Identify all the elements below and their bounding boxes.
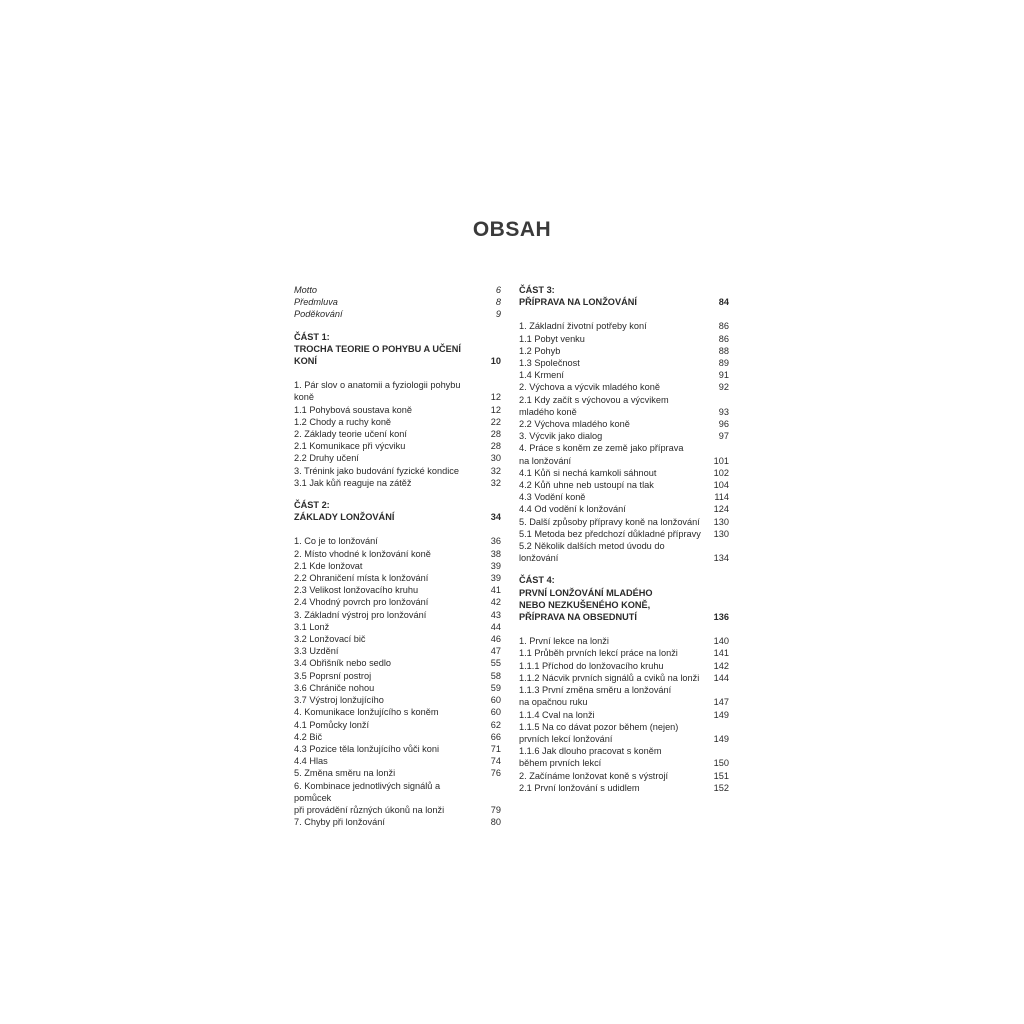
- toc-entry-title: 2.1 Komunikace při výcviku: [294, 441, 406, 452]
- toc-entry-title: 5. Změna směru na lonži: [294, 768, 396, 779]
- toc-entry: [294, 596, 501, 608]
- toc-entry: [519, 369, 729, 381]
- toc-entry-title: 1.1 Pohybová soustava koně: [294, 404, 412, 415]
- toc-entry: [294, 560, 501, 572]
- toc-entry-title: 3. Základní výstroj pro lonžování: [294, 609, 427, 620]
- toc-entry: [294, 404, 501, 416]
- toc-page-number: 147: [713, 697, 729, 708]
- toc-entry-title: 1.1.5 Na co dávat pozor během (nejen): [519, 721, 679, 732]
- toc-entry-title: 4. Práce s koněm ze země jako příprava: [519, 443, 684, 454]
- toc-entry: [519, 394, 729, 406]
- toc-entry-title: 3.5 Poprsní postroj: [294, 670, 372, 681]
- toc-entry: [294, 670, 501, 682]
- toc-entry-title: 6. Kombinace jednotlivých signálů a pomůcek: [294, 780, 441, 803]
- toc-page-number: 39: [490, 573, 501, 584]
- toc-page-number: 32: [490, 477, 501, 488]
- toc-entry-title: 4.1 Pomůcky lonží: [294, 719, 370, 730]
- toc-page-number: 149: [713, 709, 729, 720]
- toc-page-number: 93: [718, 406, 729, 417]
- toc-entry: [294, 465, 501, 477]
- toc-page-number: 134: [713, 553, 729, 564]
- toc-entry: [519, 684, 729, 696]
- toc-entry-title: 2.3 Velikost lonžovacího kruhu: [294, 585, 419, 596]
- toc-section-heading: [519, 574, 729, 586]
- toc-page-number: 36: [490, 536, 501, 547]
- toc-entry-title: 1.1.6 Jak dlouho pracovat s koněm: [519, 746, 662, 757]
- toc-entry-title: prvních lekcí lonžování: [519, 733, 613, 744]
- toc-page-number: 97: [718, 431, 729, 442]
- toc-entry: [519, 647, 729, 659]
- toc-page-number: 28: [490, 441, 501, 452]
- toc-entry-title: ČÁST 2:: [294, 500, 330, 511]
- toc-page-number: 59: [490, 682, 501, 693]
- toc-entry: [294, 645, 501, 657]
- toc-section-heading: [519, 284, 729, 296]
- toc-entry-title: 1. Pár slov o anatomii a fyziologii pohybu koně: [294, 380, 461, 403]
- toc-section-heading: [519, 599, 729, 611]
- toc-entry-title: NEBO NEZKUŠENÉHO KONĚ,: [519, 599, 651, 610]
- toc-entry-title: 2.1 Kdy začít s výchovou a výcvikem: [519, 394, 669, 405]
- toc-entry-title: 2. Základy teorie učení koní: [294, 429, 407, 440]
- toc-page-number: 47: [490, 646, 501, 657]
- toc-entry: [519, 357, 729, 369]
- toc-entry: [294, 706, 501, 718]
- toc-page-number: 136: [713, 612, 729, 623]
- toc-entry-title: PŘÍPRAVA NA LONŽOVÁNÍ: [519, 297, 637, 308]
- toc-entry: [294, 816, 501, 828]
- toc-page-number: 114: [714, 492, 729, 503]
- toc-page-number: 38: [490, 548, 501, 559]
- toc-entry: [294, 804, 501, 816]
- toc-page-number: 130: [713, 528, 729, 539]
- toc-entry-title: 1. Co je to lonžování: [294, 536, 378, 547]
- toc-entry: [294, 755, 501, 767]
- toc-entry: [294, 308, 501, 320]
- toc-entry-title: 1. První lekce na lonži: [519, 636, 609, 647]
- toc-entry-title: 3.6 Chrániče nohou: [294, 682, 375, 693]
- toc-entry: [519, 406, 729, 418]
- toc-page-number: 28: [490, 429, 501, 440]
- toc-entry-title: 4.1 Kůň si nechá kamkoli sáhnout: [519, 467, 657, 478]
- toc-entry-title: 3.3 Uzdění: [294, 646, 339, 657]
- toc-entry: [294, 284, 501, 296]
- toc-entry-title: ČÁST 1:: [294, 331, 330, 342]
- toc-entry-title: 2.2 Druhy učení: [294, 453, 359, 464]
- toc-entry-title: 4.3 Pozice těla lonžujícího vůči koni: [294, 743, 440, 754]
- section-spacer: [519, 623, 729, 635]
- toc-entry-title: Poděkování: [294, 309, 343, 320]
- toc-page-number: 55: [490, 658, 501, 669]
- toc-entry-title: 7. Chyby při lonžování: [294, 817, 385, 828]
- toc-entry-title: 1.3 Společnost: [519, 358, 580, 369]
- toc-column-left: [294, 284, 501, 828]
- toc-page-number: 124: [713, 504, 729, 515]
- section-spacer: [519, 564, 729, 574]
- toc-entry-title: 4.4 Od vodění k lonžování: [519, 504, 626, 515]
- toc-page-number: 71: [490, 743, 501, 754]
- toc-page-number: 32: [490, 465, 501, 476]
- toc-entry: [519, 333, 729, 345]
- toc-entry: [294, 743, 501, 755]
- toc-entry: [519, 660, 729, 672]
- toc-page-number: 130: [713, 516, 729, 527]
- toc-entry: [519, 540, 729, 564]
- toc-entry-title: mladého koně: [519, 406, 577, 417]
- toc-page-number: 86: [718, 321, 729, 332]
- toc-entry: [294, 572, 501, 584]
- toc-page-number: 58: [490, 670, 501, 681]
- section-spacer: [294, 321, 501, 331]
- toc-entry: [519, 757, 729, 769]
- toc-page-number: 149: [713, 733, 729, 744]
- toc-entry: [519, 770, 729, 782]
- toc-entry: [294, 379, 501, 403]
- toc-page-number: 30: [490, 453, 501, 464]
- toc-entry-title: 5.1 Metoda bez předchozí důkladné přípravy: [519, 528, 701, 539]
- toc-entry-title: 4.4 Hlas: [294, 756, 328, 767]
- toc-entry-title: 4.2 Kůň uhne neb ustoupí na tlak: [519, 480, 654, 491]
- toc-page-number: 150: [713, 758, 729, 769]
- toc-entry: [294, 584, 501, 596]
- toc-section-heading: [294, 499, 501, 511]
- toc-entry-title: 2.1 Kde lonžovat: [294, 560, 363, 571]
- toc-entry: [519, 467, 729, 479]
- toc-page-number: 101: [713, 455, 729, 466]
- page-title: OBSAH: [472, 218, 552, 241]
- toc-page-number: 22: [490, 416, 501, 427]
- toc-entry-title: 3.4 Obřišník nebo sedlo: [294, 658, 392, 669]
- toc-page-number: 86: [718, 333, 729, 344]
- toc-entry-title: 1.1.4 Cval na lonži: [519, 709, 595, 720]
- toc-entry-title: 4. Komunikace lonžujícího s koněm: [294, 707, 439, 718]
- toc-page-number: 12: [490, 392, 501, 403]
- toc-entry: [294, 440, 501, 452]
- toc-entry-title: 2. Výchova a výcvik mladého koně: [519, 382, 660, 393]
- toc-entry-title: 4.2 Bič: [294, 731, 323, 742]
- toc-entry: [294, 633, 501, 645]
- toc-page-number: 140: [713, 636, 729, 647]
- toc-entry-title: během prvních lekcí: [519, 758, 602, 769]
- toc-page-number: 8: [495, 297, 501, 308]
- toc-page-number: 104: [713, 480, 729, 491]
- toc-page-number: 96: [718, 419, 729, 430]
- toc-page-number: 88: [718, 345, 729, 356]
- toc-entry-title: 1.1 Pobyt venku: [519, 333, 585, 344]
- toc-entry-title: na opačnou ruku: [519, 697, 588, 708]
- toc-entry: [519, 672, 729, 684]
- toc-entry-title: 1.2 Pohyb: [519, 345, 561, 356]
- toc-entry-title: 2.1 První lonžování s udidlem: [519, 782, 640, 793]
- toc-entry-title: 1.4 Krmení: [519, 370, 564, 381]
- toc-page-number: 142: [713, 660, 729, 671]
- toc-page-number: 91: [718, 370, 729, 381]
- toc-entry: [519, 721, 729, 733]
- toc-entry: [294, 621, 501, 633]
- toc-section-heading: [294, 343, 501, 367]
- toc-page-number: 84: [718, 297, 729, 308]
- toc-page-number: 102: [713, 467, 729, 478]
- section-spacer: [294, 367, 501, 379]
- toc-entry-title: Předmluva: [294, 297, 338, 308]
- toc-entry: [294, 719, 501, 731]
- toc-entry-title: 5.2 Několik dalších metod úvodu do lonžování: [519, 541, 665, 564]
- toc-page-number: 41: [490, 585, 501, 596]
- toc-page-number: 9: [495, 309, 501, 320]
- toc-entry-title: 2. Místo vhodné k lonžování koně: [294, 548, 431, 559]
- toc-entry: [294, 657, 501, 669]
- toc-page-number: 34: [490, 512, 501, 523]
- toc-page-number: 62: [490, 719, 501, 730]
- toc-page-number: 89: [718, 358, 729, 369]
- toc-entry: [294, 548, 501, 560]
- toc-entry: [294, 296, 501, 308]
- toc-entry: [519, 635, 729, 647]
- toc-entry-title: 3.1 Jak kůň reaguje na zátěž: [294, 477, 412, 488]
- toc-entry: [294, 416, 501, 428]
- toc-entry-title: 1. Základní životní potřeby koní: [519, 321, 647, 332]
- toc-entry-title: na lonžování: [519, 455, 572, 466]
- toc-page-number: 152: [713, 782, 729, 793]
- toc-page-number: 74: [490, 756, 501, 767]
- toc-section-heading: [294, 511, 501, 523]
- toc-entry-title: 1.2 Chody a ruchy koně: [294, 416, 392, 427]
- toc-section-heading: [294, 331, 501, 343]
- toc-entry: [294, 780, 501, 804]
- toc-entry: [519, 345, 729, 357]
- toc-entry: [519, 320, 729, 332]
- toc-entry-title: ČÁST 3:: [519, 285, 555, 295]
- toc-entry: [519, 503, 729, 515]
- toc-entry-title: TROCHA TEORIE O POHYBU A UČENÍ KONÍ: [294, 343, 461, 367]
- toc-entry: [519, 745, 729, 757]
- toc-page-number: 42: [490, 597, 501, 608]
- toc-page-number: 46: [490, 634, 501, 645]
- toc-page-number: 76: [490, 768, 501, 779]
- section-spacer: [294, 523, 501, 535]
- toc-entry-title: 2.2 Výchova mladého koně: [519, 419, 630, 430]
- toc-page-number: 66: [490, 731, 501, 742]
- toc-entry-title: 3. Trénink jako budování fyzické kondice: [294, 465, 459, 476]
- toc-entry-title: 1.1.1 Příchod do lonžovacího kruhu: [519, 660, 664, 671]
- toc-entry: [519, 430, 729, 442]
- toc-entry-title: 3.7 Výstroj lonžujícího: [294, 695, 384, 706]
- toc-entry: [294, 477, 501, 489]
- toc-entry-title: PŘÍPRAVA NA OBSEDNUTÍ: [519, 612, 637, 623]
- toc-page-number: 39: [490, 560, 501, 571]
- toc-page-number: 6: [495, 285, 501, 295]
- toc-entry: [519, 455, 729, 467]
- toc-entry: [519, 442, 729, 454]
- toc-page-number: 92: [718, 382, 729, 393]
- toc-entry: [294, 694, 501, 706]
- toc-page-number: 60: [490, 707, 501, 718]
- section-spacer: [519, 308, 729, 320]
- toc-page-number: 80: [490, 817, 501, 828]
- toc-entry: [519, 491, 729, 503]
- toc-entry: [519, 696, 729, 708]
- toc-section-heading: [519, 587, 729, 599]
- toc-page-number: 10: [490, 356, 501, 367]
- toc-entry-title: 1.1.3 První změna směru a lonžování: [519, 685, 672, 696]
- toc-section-heading: [519, 611, 729, 623]
- toc-entry: [519, 516, 729, 528]
- toc-entry: [294, 682, 501, 694]
- toc-entry: [294, 609, 501, 621]
- toc-entry-title: ZÁKLADY LONŽOVÁNÍ: [294, 512, 395, 523]
- toc-entry-title: PRVNÍ LONŽOVÁNÍ MLADÉHO: [519, 587, 653, 598]
- toc-entry: [519, 381, 729, 393]
- toc-entry-title: 1.1.2 Nácvik prvních signálů a cviků na lonži: [519, 672, 700, 683]
- toc-page-number: 12: [490, 404, 501, 415]
- toc-page-number: 141: [713, 648, 729, 659]
- toc-entry-title: ČÁST 4:: [519, 575, 555, 586]
- toc-page-number: 151: [713, 770, 729, 781]
- toc-entry-title: 2.4 Vhodný povrch pro lonžování: [294, 597, 429, 608]
- toc-entry-title: 3.2 Lonžovací bič: [294, 634, 366, 645]
- toc-entry-title: 4.3 Vodění koně: [519, 492, 586, 503]
- toc-entry: [294, 535, 501, 547]
- toc-entry-title: 2. Začínáme lonžovat koně s výstrojí: [519, 770, 669, 781]
- toc-entry: [519, 418, 729, 430]
- toc-entry-title: Motto: [294, 285, 317, 295]
- toc-page-number: 144: [713, 672, 729, 683]
- toc-entry: [519, 709, 729, 721]
- toc-entry-title: 2.2 Ohraničení místa k lonžování: [294, 573, 429, 584]
- toc-entry: [294, 452, 501, 464]
- toc-section-heading: [519, 296, 729, 308]
- toc-page-number: 79: [490, 804, 501, 815]
- toc-entry: [519, 733, 729, 745]
- toc-entry-title: 3.1 Lonž: [294, 621, 330, 632]
- toc-entry: [294, 767, 501, 779]
- section-spacer: [294, 489, 501, 499]
- toc-entry: [294, 731, 501, 743]
- toc-page-number: 60: [490, 695, 501, 706]
- toc-column-right: [519, 284, 729, 794]
- toc-entry: [519, 782, 729, 794]
- toc-page-number: 44: [490, 621, 501, 632]
- toc-entry: [519, 479, 729, 491]
- toc-entry-title: 3. Výcvik jako dialog: [519, 431, 603, 442]
- toc-entry: [519, 528, 729, 540]
- toc-entry: [294, 428, 501, 440]
- toc-entry-title: při provádění různých úkonů na lonži: [294, 804, 445, 815]
- toc-entry-title: 1.1 Průběh prvních lekcí práce na lonži: [519, 648, 678, 659]
- toc-entry-title: 5. Další způsoby přípravy koně na lonžování: [519, 516, 700, 527]
- toc-page-number: 43: [490, 609, 501, 620]
